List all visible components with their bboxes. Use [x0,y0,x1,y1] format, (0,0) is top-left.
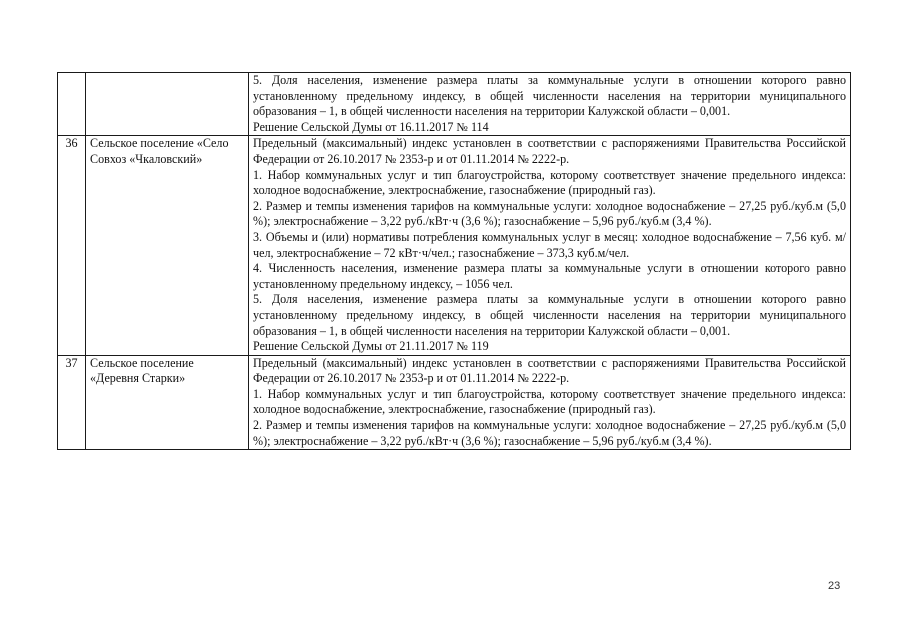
description-paragraph: Предельный (максимальный) индекс установлен в соответствии с распоряжениями Правительства Российской Федерации от 26.10.2017 № 2353-р и от 01.11.2014 № 2222-р. [253,136,846,166]
decision-reference: Решение Сельской Думы от 16.11.2017 № 114 [253,119,489,134]
decision-reference: Решение Сельской Думы от 21.11.2017 № 119 [253,339,489,354]
table-row [58,73,851,136]
index-description-cell [249,355,851,450]
description-paragraph: 1. Набор коммунальных услуг и тип благоустройства, которому соответствует значение предельного индекса: холодное водоснабжение, электроснабжение, газоснабжение (природный газ). [253,386,846,417]
tariff-index-table [57,72,851,450]
index-description-cell [249,136,851,355]
table-body [58,73,851,450]
description-paragraph: 3. Объемы и (или) нормативы потребления коммунальных услуг в месяц: холодное водоснабжение – 7,56 куб. м/чел, электроснабжение – 72 кВт·ч/чел.; газоснабжение – 373,3 куб.м/чел. [253,229,846,260]
description-paragraph: 2. Размер и темпы изменения тарифов на коммунальные услуги: холодное водоснабжение – 27,25 руб./куб.м (5,0 %); электроснабжение – 3,22 руб./кВт·ч (3,6 %); газоснабжение – 5,96 руб./куб.м (3,4 %). [253,418,846,448]
description-paragraph: 2. Размер и темпы изменения тарифов на коммунальные услуги: холодное водоснабжение – 27,25 руб./куб.м (5,0 %); электроснабжение – 3,22 руб./кВт·ч (3,6 %); газоснабжение – 5,96 руб./куб.м (3,4 %). [253,198,846,229]
row-number-cell: 37 [58,355,86,450]
description-paragraph: 5. Доля населения, изменение размера платы за коммунальные услуги в отношении которого равно установленному предельному индексу, в общей численности населения на территории муниципального образования – 1, в общей численности населения на территории Калужской области – 0,001. [253,292,846,338]
table-row [58,355,851,450]
description-paragraph: Предельный (максимальный) индекс установлен в соответствии с распоряжениями Правительства Российской Федерации от 26.10.2017 № 2353-р и от 01.11.2014 № 2222-р. [253,355,846,386]
settlement-name-cell [86,73,249,136]
description-paragraph: 1. Набор коммунальных услуг и тип благоустройства, которому соответствует значение предельного индекса: холодное водоснабжение, электроснабжение, газоснабжение (природный газ). [253,167,846,198]
settlement-name-cell: Сельское поселение «Село Совхоз «Чкаловский» [86,136,249,355]
page-number: 23 [828,580,841,592]
settlement-name-cell: Сельское поселение «Деревня Старки» [86,355,249,450]
table-row [58,136,851,355]
description-paragraph: 4. Численность населения, изменение размера платы за коммунальные услуги в отношении которого равно установленному предельному индексу, – 1056 чел. [253,261,846,291]
row-number-cell [58,73,86,136]
description-paragraph: 5. Доля населения, изменение размера платы за коммунальные услуги в отношении которого равно установленному предельному индексу, в общей численности населения на территории муниципального образования – 1, в общей численности населения на территории Калужской области – 0,001. [253,73,846,119]
row-number-cell: 36 [58,136,86,355]
index-description-cell [249,73,851,136]
